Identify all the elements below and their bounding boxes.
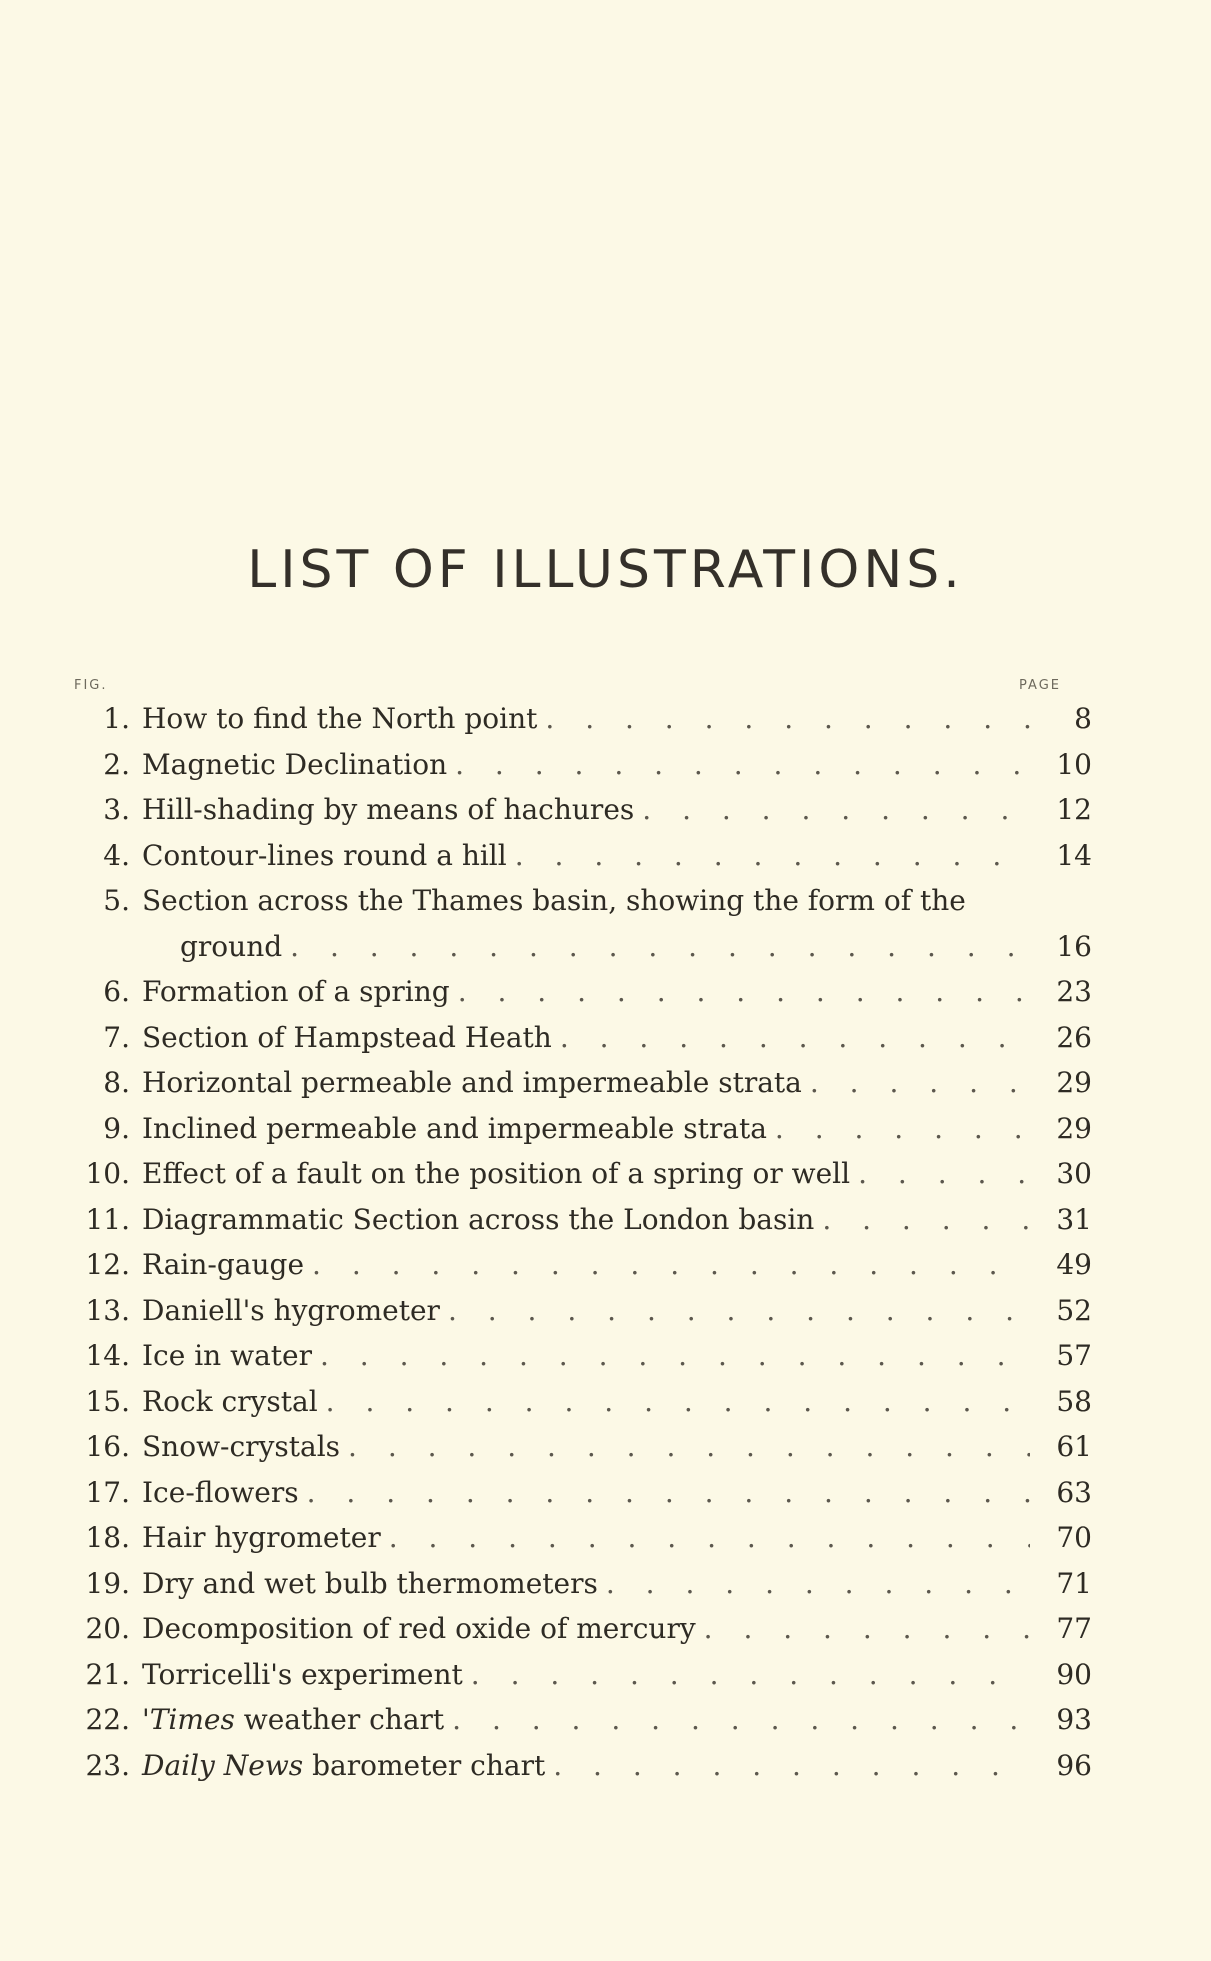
dot-leader <box>598 1561 1030 1607</box>
figure-number: 11. <box>85 1202 130 1236</box>
figure-number: 10. <box>85 1157 130 1190</box>
dot-leader <box>440 1288 1030 1334</box>
page-number: 31 <box>1056 1202 1092 1236</box>
page-number: 71 <box>1056 1566 1092 1600</box>
figure-title: How to find the North point <box>142 702 538 735</box>
figure-title: Section across the Thames basin, showing the form of the <box>142 884 966 917</box>
dot-leader <box>381 1515 1030 1561</box>
figure-title: Torricelli's experiment <box>142 1657 463 1691</box>
page-number: 77 <box>1056 1612 1092 1645</box>
page-number: 93 <box>1056 1703 1092 1736</box>
list-item <box>52 1288 1092 1334</box>
figure-number: 19. <box>85 1566 130 1600</box>
figure-number: 21. <box>85 1657 130 1691</box>
figure-title: Diagrammatic Section across the London basin <box>142 1202 815 1236</box>
page-number: 16 <box>1056 929 1092 963</box>
figure-title: Hair hygrometer <box>142 1521 381 1554</box>
page-number: 70 <box>1056 1521 1092 1554</box>
page-number: 23 <box>1056 975 1092 1008</box>
figure-title: Decomposition of red oxide of mercury <box>142 1612 696 1645</box>
list-item <box>52 1060 1092 1106</box>
list-item <box>52 1015 1092 1061</box>
figure-title: Rock crystal <box>142 1384 318 1418</box>
list-item <box>52 696 1092 742</box>
figure-title: Hill-shading by means of hachures <box>142 793 635 826</box>
page-number: 29 <box>1056 1111 1092 1145</box>
list-item <box>52 969 1092 1015</box>
figure-title: Rain-gauge <box>142 1248 305 1281</box>
dot-leader <box>552 1015 1030 1061</box>
dot-leader <box>767 1106 1030 1152</box>
figure-title <box>142 1743 545 1789</box>
list-item <box>52 1333 1092 1379</box>
list-item <box>52 1242 1092 1288</box>
figure-number: 4. <box>103 838 130 872</box>
dot-leader <box>299 1470 1030 1516</box>
list-item <box>52 1652 1092 1698</box>
list-item <box>52 1606 1092 1652</box>
dot-leader <box>447 742 1030 788</box>
figure-title: Snow-crystals <box>142 1430 341 1463</box>
figure-title: Dry and wet bulb thermometers <box>142 1566 598 1600</box>
list-item <box>52 1106 1092 1152</box>
dot-leader <box>312 1333 1030 1379</box>
list-item <box>52 742 1092 788</box>
page-number: 58 <box>1056 1384 1092 1418</box>
page-number: 10 <box>1056 747 1092 781</box>
figure-title: Effect of a fault on the position of a spring or well <box>142 1157 851 1190</box>
dot-leader <box>814 1197 1030 1243</box>
figure-number: 8. <box>103 1066 130 1099</box>
dot-leader <box>634 787 1030 833</box>
page-number: 30 <box>1056 1157 1092 1190</box>
figure-number: 7. <box>103 1020 130 1054</box>
page-number: 12 <box>1056 793 1092 826</box>
figure-number: 9. <box>103 1111 130 1145</box>
page-number: 63 <box>1056 1475 1092 1509</box>
page-title: LIST OF ILLUSTRATIONS. <box>247 540 964 600</box>
page-number: 29 <box>1056 1066 1092 1099</box>
dot-leader <box>318 1379 1030 1425</box>
figure-number: 15. <box>85 1384 130 1418</box>
figure-title: Ice in water <box>142 1339 312 1372</box>
figure-number: 1. <box>103 702 130 735</box>
list-item <box>52 1697 1092 1743</box>
dot-leader <box>340 1424 1030 1470</box>
list-item-continuation <box>52 924 1092 970</box>
page-number: 26 <box>1056 1020 1092 1054</box>
figure-number: 6. <box>103 975 130 1008</box>
figure-number: 16. <box>85 1430 130 1463</box>
list-item <box>52 1379 1092 1425</box>
dot-leader <box>850 1151 1030 1197</box>
figure-title: Inclined permeable and impermeable strata <box>142 1111 767 1145</box>
page-number: 8 <box>1074 702 1092 735</box>
list-item <box>52 1515 1092 1561</box>
page-number: 14 <box>1056 838 1092 872</box>
page-number: 57 <box>1056 1339 1092 1372</box>
figure-title-italic: Daily News <box>142 1748 304 1782</box>
figure-number: 5. <box>103 884 130 917</box>
page-number: 49 <box>1056 1248 1092 1281</box>
dot-leader <box>696 1606 1030 1652</box>
list-item <box>52 787 1092 833</box>
page-column-header: PAGE <box>1019 678 1061 693</box>
dot-leader <box>802 1060 1030 1106</box>
figure-title-rest: barometer chart <box>303 1748 546 1782</box>
page-number: 61 <box>1056 1430 1092 1463</box>
dot-leader <box>463 1652 1030 1698</box>
illustrations-list <box>52 696 1092 1788</box>
page-number: 96 <box>1056 1748 1092 1782</box>
page-number: 52 <box>1056 1293 1092 1327</box>
dot-leader <box>537 696 1030 742</box>
dot-leader <box>282 924 1030 970</box>
dot-leader <box>545 1743 1030 1789</box>
list-item <box>52 1561 1092 1607</box>
figure-title-continuation: ground <box>180 929 283 963</box>
figure-number: 2. <box>103 747 130 781</box>
figure-number: 20. <box>85 1612 130 1645</box>
page-number: 90 <box>1056 1657 1092 1691</box>
dot-leader <box>450 969 1030 1015</box>
figure-title: Ice-flowers <box>142 1475 299 1509</box>
figure-number: 13. <box>85 1293 130 1327</box>
figure-number: 18. <box>85 1521 130 1554</box>
figure-number: 22. <box>85 1703 130 1736</box>
list-item <box>52 1470 1092 1516</box>
figure-number: 14. <box>85 1339 130 1372</box>
list-item <box>52 878 1092 924</box>
figure-title: Formation of a spring <box>142 975 450 1008</box>
figure-number: 17. <box>85 1475 130 1509</box>
dot-leader <box>444 1697 1030 1743</box>
list-item <box>52 1151 1092 1197</box>
list-item <box>52 1743 1092 1789</box>
fig-column-header: FIG. <box>74 678 108 693</box>
list-item <box>52 833 1092 879</box>
figure-title-italic: 'Times <box>142 1703 235 1736</box>
list-item <box>52 1424 1092 1470</box>
figure-title: Section of Hampstead Heath <box>142 1020 552 1054</box>
figure-title-rest: weather chart <box>234 1703 445 1736</box>
figure-title: Magnetic Declination <box>142 747 448 781</box>
figure-title: Contour-lines round a hill <box>142 838 507 872</box>
dot-leader <box>507 833 1030 879</box>
figure-title <box>142 1697 444 1743</box>
figure-number: 12. <box>85 1248 130 1281</box>
figure-number: 23. <box>85 1748 130 1782</box>
list-item <box>52 1197 1092 1243</box>
figure-title: Horizontal permeable and impermeable strata <box>142 1066 802 1099</box>
figure-number: 3. <box>103 793 130 826</box>
dot-leader <box>304 1242 1030 1288</box>
figure-title: Daniell's hygrometer <box>142 1293 440 1327</box>
